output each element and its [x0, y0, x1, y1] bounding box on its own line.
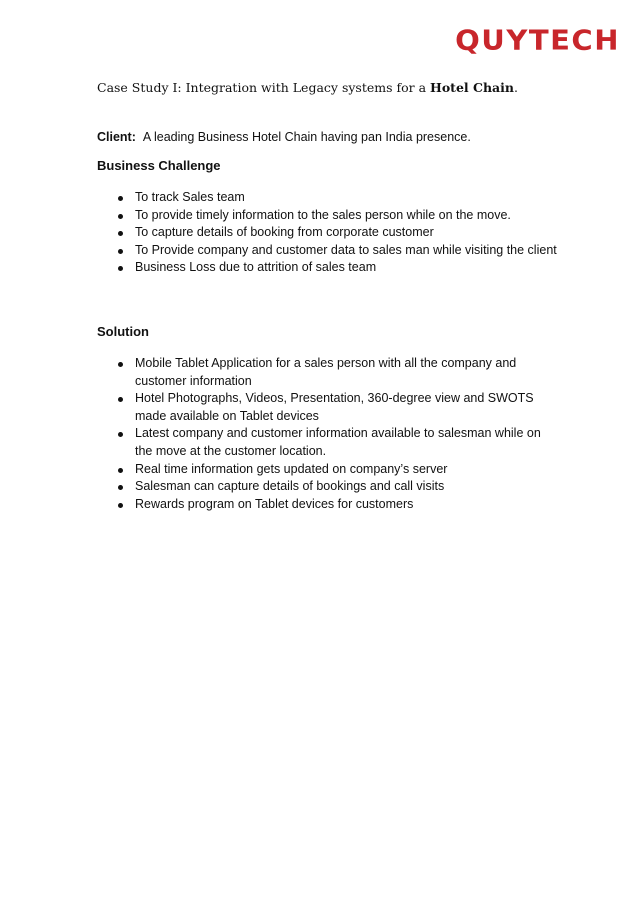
case-study-title [97, 79, 518, 97]
list-item [117, 390, 557, 425]
list-item [117, 355, 557, 390]
bullet-icon [118, 503, 123, 508]
list-item [117, 478, 557, 496]
list-item [117, 224, 557, 242]
list-item-text: Hotel Photographs, Videos, Presentation, 360-degree view and SWOTS made available on Tablet devices [135, 391, 534, 423]
list-item [117, 189, 557, 207]
list-item-text: Real time information gets updated on company’s server [135, 461, 448, 476]
list-item-text: Latest company and customer information available to salesman while on the move at the customer location. [135, 426, 541, 458]
list-item-text: Rewards program on Tablet devices for customers [135, 496, 414, 511]
bullet-icon [118, 468, 123, 473]
title-suffix: . [513, 80, 518, 95]
list-item-text: To provide timely information to the sales person while on the move. [135, 207, 511, 222]
list-item-text: Mobile Tablet Application for a sales person with all the company and customer information [135, 356, 517, 388]
solution-heading: Solution [97, 324, 149, 339]
list-item-text: Salesman can capture details of bookings and call visits [135, 479, 445, 494]
list-item-text: To track Sales team [135, 190, 245, 204]
business-challenge-list [117, 189, 557, 277]
list-item [117, 461, 557, 479]
bullet-icon [118, 432, 123, 437]
bullet-icon [118, 266, 123, 271]
title-emphasis: Hotel Chain [430, 80, 514, 95]
client-label: Client: [97, 130, 136, 144]
list-item [117, 425, 557, 460]
business-challenge-heading: Business Challenge [97, 158, 221, 173]
title-prefix: Case Study I: Integration with Legacy systems for a [97, 80, 431, 95]
list-item [117, 259, 557, 277]
list-item [117, 207, 557, 225]
bullet-icon [118, 231, 123, 236]
bullet-icon [118, 485, 123, 490]
list-item [117, 242, 557, 260]
bullet-icon [118, 196, 123, 201]
client-description: A leading Business Hotel Chain having pan India presence. [142, 130, 471, 144]
solution-list [117, 355, 557, 513]
list-item-text: To Provide company and customer data to sales man while visiting the client [135, 242, 557, 257]
bullet-icon [118, 362, 123, 367]
list-item-text: Business Loss due to attrition of sales team [135, 260, 377, 275]
bullet-icon [118, 397, 123, 402]
list-item-text: To capture details of booking from corporate customer [135, 225, 434, 240]
list-item [117, 496, 557, 514]
company-logo: QUYTECH [455, 23, 620, 57]
bullet-icon [118, 214, 123, 219]
client-line [97, 128, 471, 146]
bullet-icon [118, 249, 123, 254]
